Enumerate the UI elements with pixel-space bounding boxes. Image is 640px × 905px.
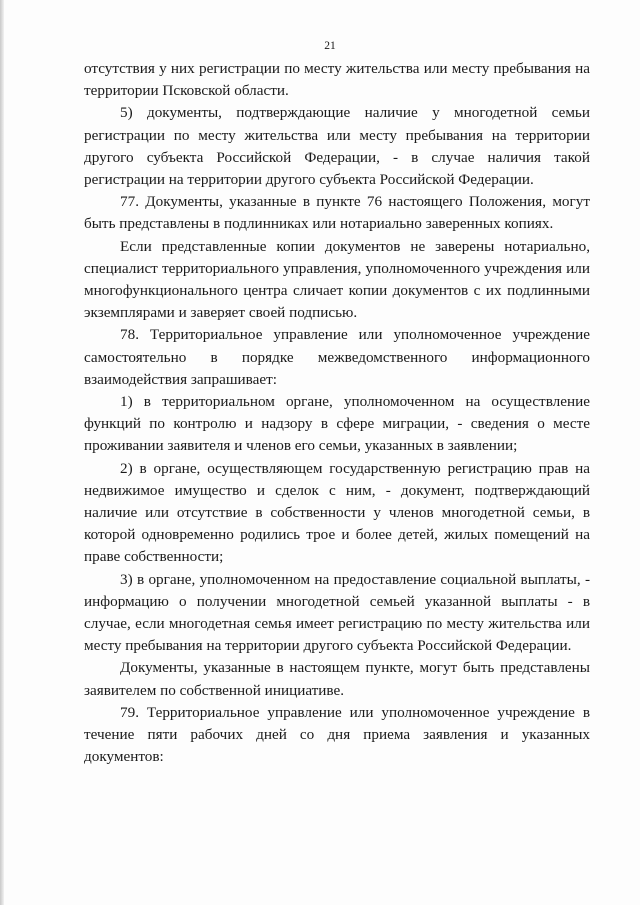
paragraph-item-3: 3) в органе, уполномоченном на предоставление социальной выплаты, - информацию о получении многодетной семьей указанной выплаты - в случае, если многодетная семья имеет регистрацию по месту жительства или месту пребывания на территории другого субъекта Российской Федерации. xyxy=(84,570,590,655)
paragraph-own-initiative: Документы, указанные в настоящем пункте, могут быть представлены заявителем по собственной инициативе. xyxy=(84,659,590,699)
paragraph-item-2: 2) в органе, осуществляющем государственную регистрацию прав на недвижимое имущество и сделок с ним, - документ, подтверждающий наличие или отсутствие в собственности у членов многодетной семьи, в которой одновременно родились трое и более детей, жилых помещений на праве собственности; xyxy=(84,459,590,566)
scan-edge xyxy=(0,0,4,905)
paragraph-copies-verification: Если представленные копии документов не заверены нотариально, специалист территориального управления, уполномоченного учреждения или многофункционального центра сличает копии документов с их подлинными экземплярами и заверяет своей подписью. xyxy=(84,237,590,322)
paragraph-clause-77: 77. Документы, указанные в пункте 76 настоящего Положения, могут быть представлены в подлинниках или нотариально заверенных копиях. xyxy=(84,193,590,233)
paragraph-clause-78: 78. Территориальное управление или уполномоченное учреждение самостоятельно в порядке межведомственного информационного взаимодействия запрашивает: xyxy=(84,326,590,388)
page-number: 21 xyxy=(324,40,336,52)
paragraph-item-5: 5) документы, подтверждающие наличие у многодетной семьи регистрации по месту жительства или месту пребывания на территории другого субъекта Российской Федерации, - в случае наличия такой регистрации на территории другого субъекта Российской Федерации. xyxy=(84,104,590,189)
paragraph-clause-79: 79. Территориальное управление или уполномоченное учреждение в течение пяти рабочих дней со дня приема заявления и указанных документов: xyxy=(84,703,590,766)
paragraph-item-1: 1) в территориальном органе, уполномоченном на осуществление функций по контролю и надзору в сфере миграции, - сведения о месте проживании заявителя и членов его семьи, указанных в заявлении; xyxy=(84,393,590,455)
paragraph-continuation: отсутствия у них регистрации по месту жительства или месту пребывания на территории Псковской области. xyxy=(84,60,590,100)
document-body xyxy=(84,58,590,769)
